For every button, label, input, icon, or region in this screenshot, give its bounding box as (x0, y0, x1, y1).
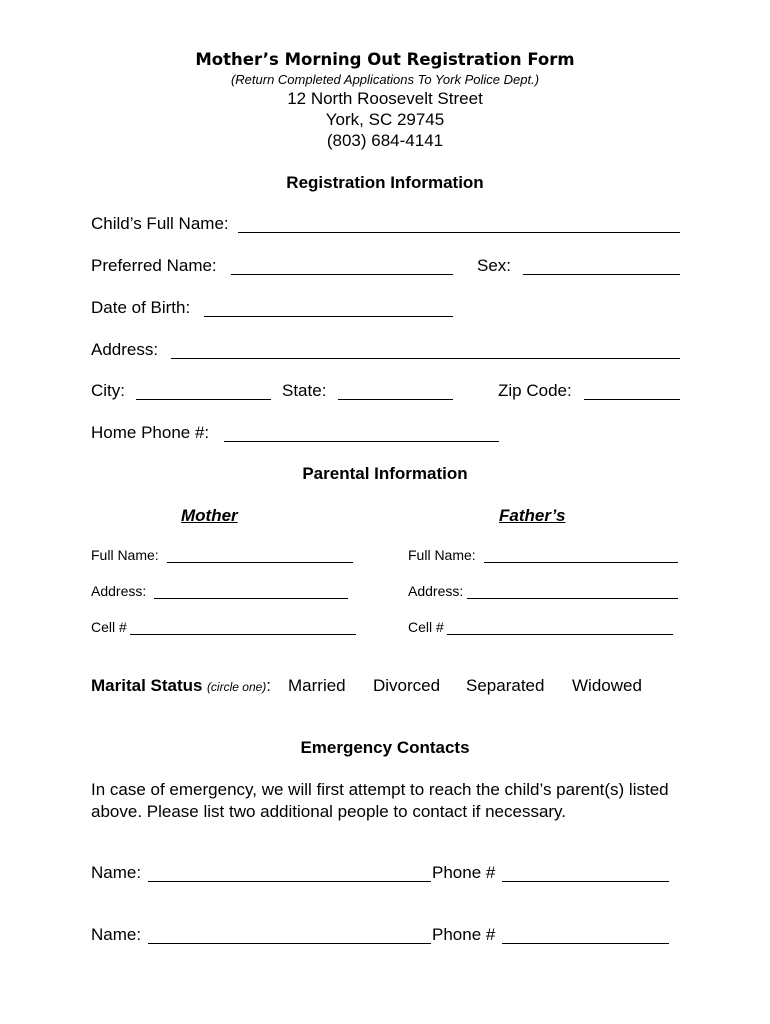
mother-full-name-field[interactable] (167, 548, 353, 563)
mother-address-label: Address: (91, 583, 147, 599)
parental-heading: Parental Information (302, 464, 468, 483)
mother-full-name-label: Full Name: (91, 547, 159, 563)
preferred-name-field[interactable] (231, 258, 453, 275)
city-label: City: (91, 381, 125, 400)
state-field[interactable] (338, 383, 453, 400)
father-heading: Father’s (499, 506, 566, 525)
marital-status-colon: : (266, 676, 272, 695)
father-cell-field[interactable] (447, 620, 673, 635)
contact-phone: (803) 684-4141 (326, 131, 444, 150)
registration-heading: Registration Information (286, 173, 484, 192)
zip-field[interactable] (584, 383, 680, 400)
marital-status-row (91, 676, 271, 696)
child-full-name-label: Child’s Full Name: (91, 214, 229, 233)
marital-status-label: Marital Status (91, 676, 203, 695)
emergency-heading: Emergency Contacts (300, 738, 470, 757)
father-address-label: Address: (408, 583, 464, 599)
emergency-name-label-2: Name: (91, 925, 142, 944)
marital-option-divorced[interactable]: Divorced (373, 676, 441, 695)
dob-label: Date of Birth: (91, 298, 191, 317)
sex-field[interactable] (523, 258, 680, 275)
marital-option-married[interactable]: Married (288, 676, 346, 695)
child-full-name-field[interactable] (238, 216, 680, 233)
emergency-phone-field-1[interactable] (502, 864, 669, 882)
city-state-zip: York, SC 29745 (325, 110, 445, 129)
preferred-name-label: Preferred Name: (91, 256, 217, 275)
mother-address-field[interactable] (154, 584, 348, 599)
sex-label: Sex: (477, 256, 512, 275)
home-phone-field[interactable] (224, 425, 499, 442)
marital-option-widowed[interactable]: Widowed (572, 676, 642, 695)
emergency-phone-label-2: Phone # (432, 925, 496, 944)
home-phone-label: Home Phone #: (91, 423, 210, 442)
mother-cell-field[interactable] (130, 620, 356, 635)
father-cell-label: Cell # (408, 619, 444, 635)
father-full-name-field[interactable] (484, 548, 678, 563)
address-label: Address: (91, 340, 159, 359)
marital-option-separated[interactable]: Separated (466, 676, 545, 695)
marital-status-note: (circle one) (206, 680, 267, 694)
emergency-phone-field-2[interactable] (502, 926, 669, 944)
address-field[interactable] (171, 342, 680, 359)
street-address: 12 North Roosevelt Street (287, 89, 483, 108)
mother-cell-label: Cell # (91, 619, 127, 635)
form-title: Mother’s Morning Out Registration Form (195, 50, 575, 69)
emergency-name-field-1[interactable] (148, 864, 431, 882)
state-label: State: (282, 381, 327, 400)
father-full-name-label: Full Name: (408, 547, 476, 563)
zip-label: Zip Code: (498, 381, 572, 400)
city-field[interactable] (136, 383, 271, 400)
form-subtitle: (Return Completed Applications To York Police Dept.) (230, 72, 540, 87)
emergency-name-field-2[interactable] (148, 926, 431, 944)
emergency-paragraph: In case of emergency, we will first attempt to reach the child’s parent(s) listed above. Please list two additional people to contact if necessary. (91, 780, 669, 821)
emergency-phone-label-1: Phone # (432, 863, 496, 882)
emergency-name-label-1: Name: (91, 863, 142, 882)
mother-heading: Mother (181, 506, 238, 525)
dob-field[interactable] (204, 300, 453, 317)
father-address-field[interactable] (467, 584, 678, 599)
